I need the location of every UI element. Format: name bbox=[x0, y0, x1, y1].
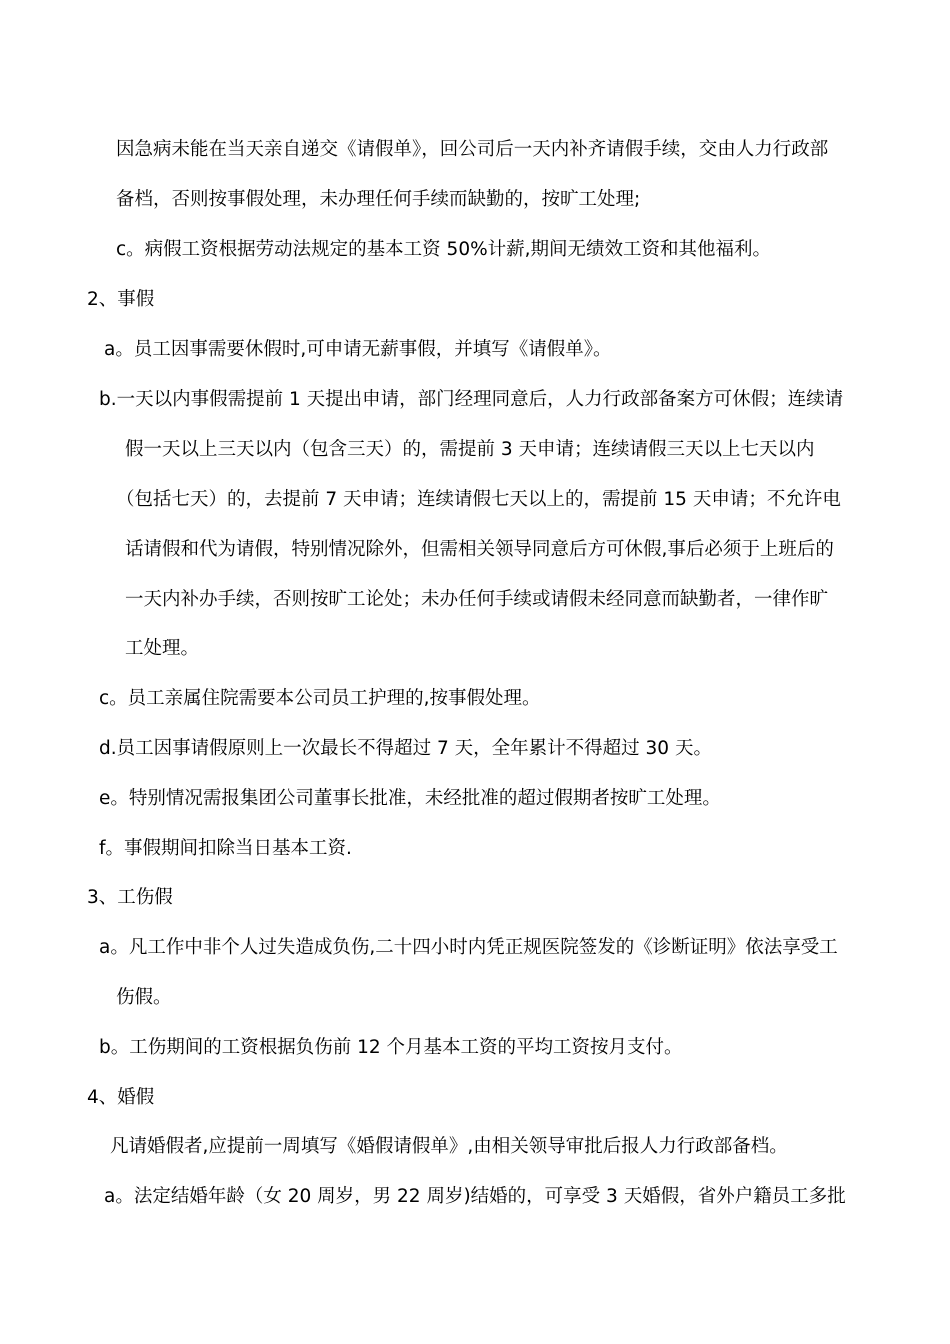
paragraph-line: 因急病未能在当天亲自递交《请假单》，回公司后一天内补齐请假手续，交由人力行政部 bbox=[116, 139, 829, 160]
section-heading: 2、事假 bbox=[87, 289, 155, 310]
list-item: f。事假期间扣除当日基本工资. bbox=[99, 838, 352, 859]
list-item: e。特别情况需报集团公司董事长批准，未经批准的超过假期者按旷工处理。 bbox=[99, 788, 721, 809]
paragraph-line: 伤假。 bbox=[116, 987, 172, 1008]
section-heading: 4、婚假 bbox=[87, 1087, 155, 1108]
list-item: b.一天以内事假需提前 1 天提出申请，部门经理同意后，人力行政部备案方可休假；连续请 bbox=[99, 389, 844, 410]
paragraph-line: 凡请婚假者,应提前一周填写《婚假请假单》,由相关领导审批后报人力行政部备档。 bbox=[110, 1136, 788, 1157]
paragraph-line: （包括七天）的，去提前 7 天申请；连续请假七天以上的，需提前 15 天申请；不允许电 bbox=[116, 489, 841, 510]
section-heading: 3、工伤假 bbox=[87, 887, 173, 908]
paragraph-line: 假一天以上三天以内（包含三天）的，需提前 3 天申请；连续请假三天以上七天以内 bbox=[125, 439, 815, 460]
paragraph-line: 一天内补办手续，否则按旷工论处；未办任何手续或请假未经同意而缺勤者，一律作旷 bbox=[125, 589, 829, 610]
list-item: c。病假工资根据劳动法规定的基本工资 50%计薪,期间无绩效工资和其他福利。 bbox=[116, 239, 772, 260]
list-item: a。凡工作中非个人过失造成负伤,二十四小时内凭正规医院签发的《诊断证明》依法享受工 bbox=[99, 937, 838, 958]
list-item: b。工伤期间的工资根据负伤前 12 个月基本工资的平均工资按月支付。 bbox=[99, 1037, 683, 1058]
list-item: a。员工因事需要休假时,可申请无薪事假，并填写《请假单》。 bbox=[104, 339, 612, 360]
paragraph-line: 工处理。 bbox=[125, 638, 200, 659]
list-item: a。法定结婚年龄（女 20 周岁，男 22 周岁)结婚的，可享受 3 天婚假，省外户籍员工多批 bbox=[104, 1186, 846, 1207]
list-item: d.员工因事请假原则上一次最长不得超过 7 天，全年累计不得超过 30 天。 bbox=[99, 738, 712, 759]
list-item: c。员工亲属住院需要本公司员工护理的,按事假处理。 bbox=[99, 688, 541, 709]
paragraph-line: 备档，否则按事假处理，未办理任何手续而缺勤的，按旷工处理; bbox=[116, 189, 641, 210]
paragraph-line: 话请假和代为请假，特别情况除外，但需相关领导同意后方可休假,事后必须于上班后的 bbox=[125, 539, 834, 560]
